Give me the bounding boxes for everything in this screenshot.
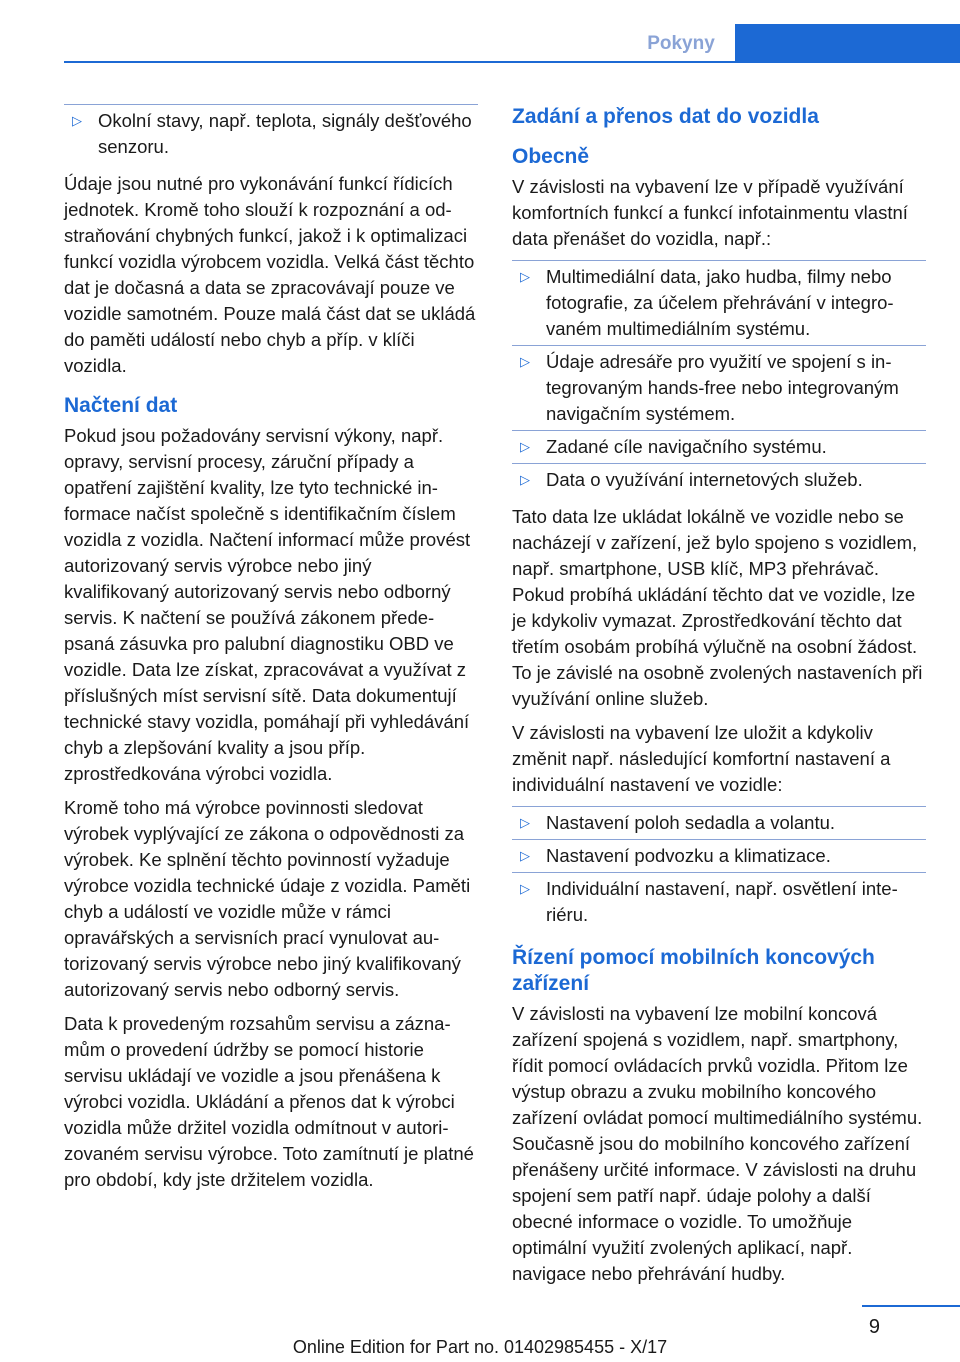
paragraph: Údaje jsou nutné pro vykonávání funkcí řídicích jednotek. Kromě toho slouží k rozpoznání a odstraňování chybných funkcí, jakož i k optimalizaci funkcí vozidla výrobcem vozidla. Velká část těchto dat je dočasná a data se zpracovávají pouze ve vozidle samotném. Pouze malá část dat se ukládá do paměti událostí nebo chyb a příp. v klíči vozidla. [64,173,476,376]
triangle-right-icon: ▷ [520,881,530,896]
paragraph: Kromě toho má výrobce povinnosti sledovat výrobek vyplývající ze zákona o odpovědnosti za výrobek. Ke splnění těchto povinností vyžaduje výrobce vozidla technické údaje z vozidla. Paměti chyb a událostí ve vozidle může v rámci opravářských a servisních prací vynulovat autorizovaný servis výrobce nebo jiný kvalifikovaný autorizovaný servis nebo odborný servis. [64,797,471,1000]
heading-nacteni-dat: Načtení dat [64,394,178,417]
paragraph: V závislosti na vybavení lze mobilní koncová zařízení spojená s vozidlem, např. smartphony, řídit pomocí ovládacích prvků vozidla. Přitom lze výstup obrazu a zvuku mobilního koncového zařízení ovládat pomocí multimediálního systému. Současně jsou do mobilního koncového zařízení přenášeny určité informace. V závislosti na druhu spojení sem patří např. údaje polohy a další obecné informace o vozidle. To umožňuje optimální využití zvolených aplikací, např. navigace nebo přehrávání hudby. [512,1003,923,1284]
section-title: Pokyny [647,33,715,54]
paragraph: Data k provedeným rozsahům servisu a záznamům o provedení údržby se pomocí historie servisu ukládají ve vozidle a jsou přenášena k výrobci vozidla. Ukládání a přenos dat k výrobci vozidla může držitel vozidla odmítnout v autorizovaném servisu výrobce. Toto zamítnutí je platné pro období, kdy jste držitelem vozidla. [64,1013,474,1190]
triangle-right-icon: ▷ [520,439,530,454]
paragraph: Pokud jsou požadovány servisní výkony, např. opravy, servisní procesy, záruční případy a opatření zajištění kvality, lze tyto technické informace načíst společně s identifikačním číslem vozidla z vozidla. Načtení informací může provést autorizovaný servis výrobce nebo jiný kvalifikovaný autorizovaný servis nebo odborný servis. K načtení se používá zákonem předepsaná zásuvka pro palubní diagnostiku OBD ve vozidle. Data lze získat, zpracovávat a využívat z příslušných míst servisní sítě. Data dokumentují technické stavy vozidla, pomáhají při vyhledávání chyb a zlepšování kvality a jsou příp. zprostředkována výrobci vozidla. [64,425,471,784]
triangle-right-icon: ▷ [520,848,530,863]
triangle-right-icon: ▷ [520,815,530,830]
bullet-list-top [64,104,478,163]
triangle-right-icon: ▷ [520,269,530,284]
bullet-list-data [512,260,926,496]
list-item: ▷ Individuální nastavení, např. osvětlení interiéru. [512,872,926,931]
list-item: ▷ Multimediální data, jako hudba, filmy nebo fotografie, za účelem přehrávání v integrovaném multimediálním systému. [512,260,926,345]
list-item: ▷ Nastavení poloh sedadla a volantu. [512,806,926,839]
header-accent-bar [735,24,960,61]
edition-footer: Online Edition for Part no. 01402985455 - X/17 [292,1337,668,1357]
list-item: ▷ Zadané cíle navigačního systému. [512,430,926,463]
footer-divider [862,1305,960,1307]
triangle-right-icon: ▷ [72,113,82,128]
paragraph: Tato data lze ukládat lokálně ve vozidle nebo se nacházejí v zařízení, jež bylo spojeno s vozidlem, např. smartphone, USB klíč, MP3 přehrávač. Pokud probíhá ukládání těchto dat ve vozidle, lze je kdykoliv vymazat. Zprostředkování těchto dat třetím osobám probíhá výlučně na osobní žádost. To je závislé na osobně zvolených nastaveních při využívání online služeb. [512,506,923,709]
bullet-list-settings [512,806,926,931]
triangle-right-icon: ▷ [520,354,530,369]
page-number: 9 [868,1316,880,1338]
list-item: ▷ Data o využívání internetových služeb. [512,463,926,496]
right-column [512,104,926,1295]
list-item: ▷ Nastavení podvozku a klimatizace. [512,839,926,872]
heading-mobilni-zarizeni: Řízení pomocí mobilních koncových zařízení [512,946,875,995]
list-item: ▷ Údaje adresáře pro využití ve spojení s integrovaným hands-free nebo integrovaným navigačním systémem. [512,345,926,430]
triangle-right-icon: ▷ [520,472,530,487]
paragraph: V závislosti na vybavení lze uložit a kdykoliv změnit např. následující komfortní nastavení a individuální nastavení ve vozidle: [512,722,891,795]
list-item: ▷ Okolní stavy, např. teplota, signály dešťového senzoru. [64,104,478,163]
paragraph: V závislosti na vybavení lze v případě využívání komfortních funkcí a funkcí infotainmentu vlastní data přenášet do vozidla, např.: [512,176,908,249]
heading-zadani-prenos: Zadání a přenos dat do vozidla [512,105,819,128]
header-divider [64,61,960,63]
left-column [64,104,478,1201]
heading-obecne: Obecně [512,145,590,168]
